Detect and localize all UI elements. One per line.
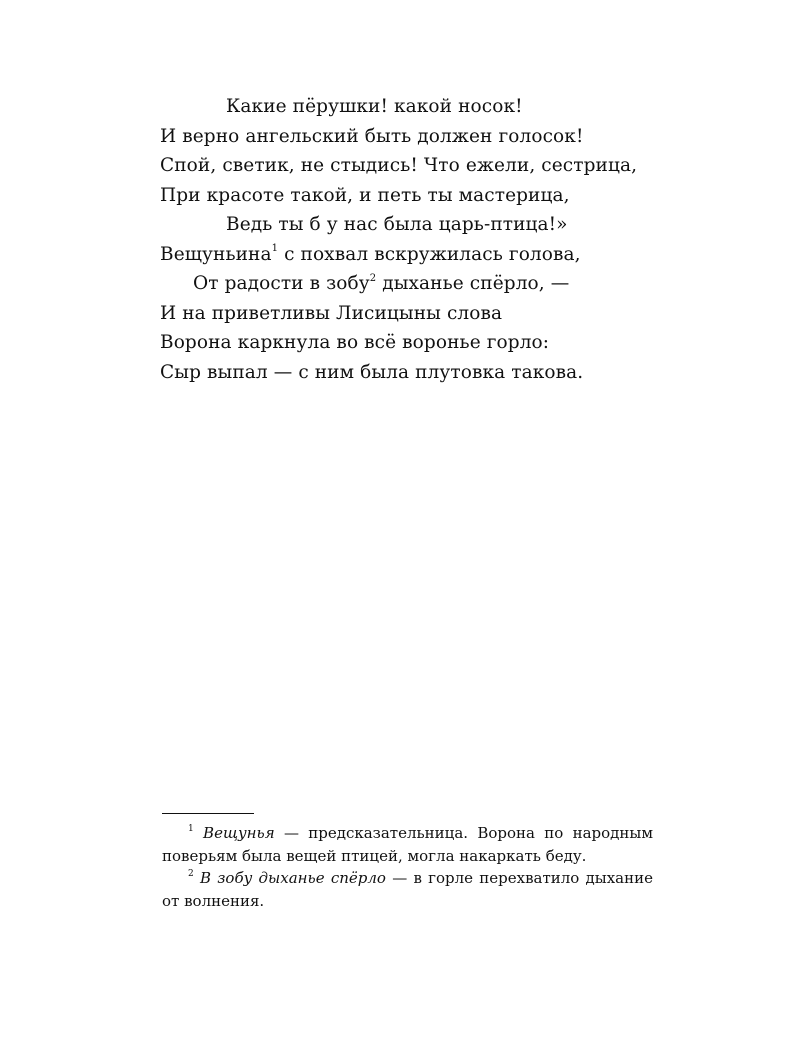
poem-line: И верно ангельский быть должен голосок! bbox=[160, 125, 584, 147]
poem-line: При красоте такой, и петь ты мастерица, bbox=[160, 184, 570, 206]
footnote-term: В зобу дыханье спёрло bbox=[199, 869, 386, 887]
footnote-marker: 2 bbox=[188, 869, 194, 879]
poem-line: Ворона каркнула во всё воронье горло: bbox=[160, 332, 550, 353]
poem-line: Какие пёрушки! какой носок! bbox=[226, 96, 523, 117]
poem-excerpt bbox=[160, 92, 660, 387]
poem-line bbox=[160, 269, 660, 299]
footnote-term: Вещунья bbox=[203, 824, 275, 842]
poem-line: Ведь ты б у нас была царь-птица!» bbox=[226, 214, 568, 235]
footnote-text: — предсказательница. Ворона по народным поверьям была вещей птицей, могла накаркать беду. bbox=[162, 824, 653, 865]
poem-line-text: От радости в зобу bbox=[193, 273, 370, 294]
poem-line: И на приветливы Лисицыны слова bbox=[160, 302, 503, 324]
footnote-2 bbox=[162, 867, 653, 912]
poem-line: Спой, светик, не стыдись! Что ежели, сестрица, bbox=[160, 155, 638, 176]
poem-line-text: с похвал вскружилась голова, bbox=[278, 243, 581, 265]
footnote-ref-2[interactable]: 2 bbox=[369, 272, 377, 284]
poem-line bbox=[160, 240, 660, 270]
poem-line: Сыр выпал — с ним была плутовка такова. bbox=[160, 361, 584, 383]
poem-line-text: Вещуньина bbox=[160, 243, 272, 265]
footnote-ref-1[interactable]: 1 bbox=[271, 243, 279, 255]
footnote-text: — в горле перехватило дыхание от волнения. bbox=[162, 869, 653, 910]
footnote-separator bbox=[162, 813, 254, 814]
footnote-marker: 1 bbox=[188, 824, 194, 834]
poem-line-text: дыханье спёрло, — bbox=[376, 273, 570, 294]
footnotes bbox=[162, 822, 653, 912]
footnote-1 bbox=[162, 822, 653, 867]
